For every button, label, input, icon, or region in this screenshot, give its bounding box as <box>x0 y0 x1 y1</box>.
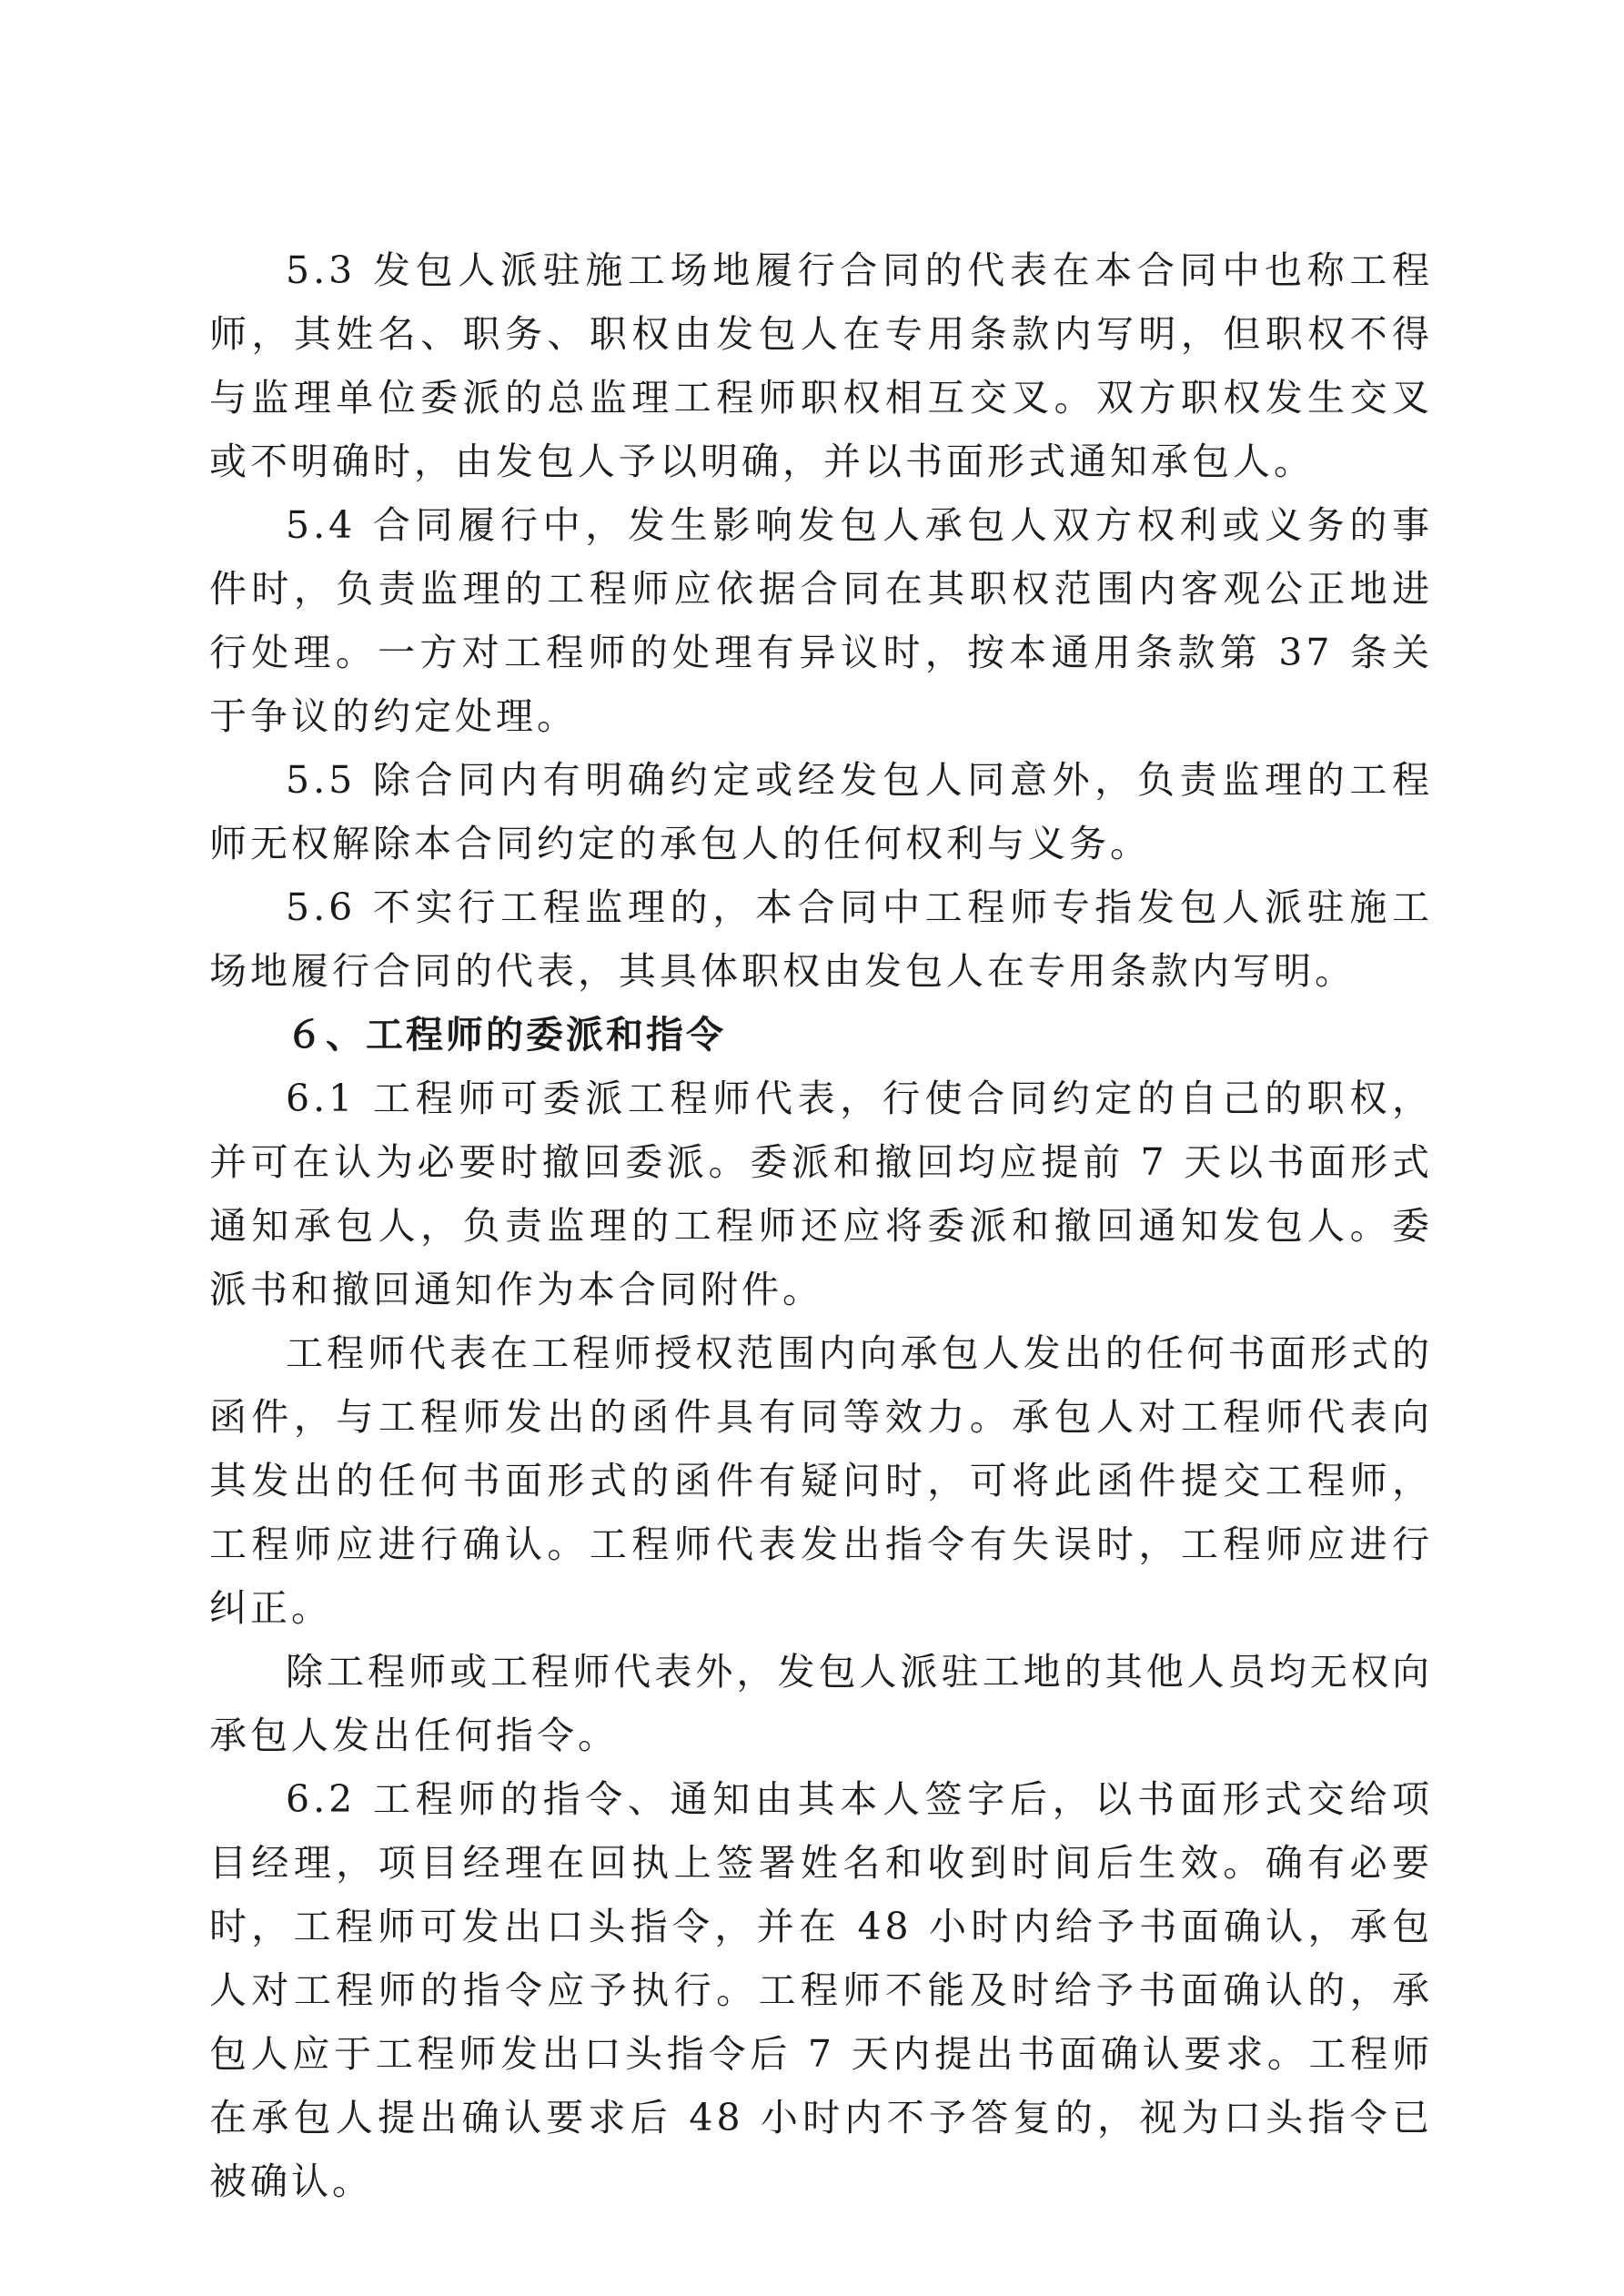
section-heading-6: ６、工程师的委派和指令 <box>286 1013 726 1057</box>
clause-6-1-other-personnel: 除工程师或工程师代表外，发包人派驻工地的其他人员均无权向承包人发出任何指令。 <box>209 1650 1433 1757</box>
document-page <box>209 238 1433 2213</box>
clause-5-3: 5.3 发包人派驻施工场地履行合同的代表在本合同中也称工程师，其姓名、职务、职权由发包人在专用条款内写明，但职权不得与监理单位委派的总监理工程师职权相互交叉。双方职权发生交叉或不明确时，由发包人予以明确，并以书面形式通知承包人。 <box>209 248 1433 483</box>
clause-6-1-engineer-representative: 工程师代表在工程师授权范围内向承包人发出的任何书面形式的函件，与工程师发出的函件具有同等效力。承包人对工程师代表向其发出的任何书面形式的函件有疑问时，可将此函件提交工程师，工程师应进行确认。工程师代表发出指令有失误时，工程师应进行纠正。 <box>209 1331 1433 1630</box>
clause-5-5: 5.5 除合同内有明确约定或经发包人同意外，负责监理的工程师无权解除本合同约定的承包人的任何权利与义务。 <box>209 758 1433 865</box>
clause-5-6: 5.6 不实行工程监理的，本合同中工程师专指发包人派驻施工场地履行合同的代表，其具体职权由发包人在专用条款内写明。 <box>209 885 1433 993</box>
clause-6-1: 6.1 工程师可委派工程师代表，行使合同约定的自己的职权，并可在认为必要时撤回委派。委派和撤回均应提前 7 天以书面形式通知承包人，负责监理的工程师还应将委派和撤回通知发包人。委派书和撤回通知作为本合同附件。 <box>209 1077 1433 1311</box>
clause-6-2: 6.2 工程师的指令、通知由其本人签字后，以书面形式交给项目经理，项目经理在回执上签署姓名和收到时间后生效。确有必要时，工程师可发出口头指令，并在 48 小时内给予书面确认，承包人对工程师的指令应予执行。工程师不能及时给予书面确认的，承包人应于工程师发出口头指令后 7 天内提出书面确认要求。工程师在承包人提出确认要求后 48 小时内不予答复的，视为口头指令已被确认。 <box>209 1777 1433 2203</box>
clause-5-4: 5.4 合同履行中，发生影响发包人承包人双方权利或义务的事件时，负责监理的工程师应依据合同在其职权范围内客观公正地进行处理。一方对工程师的处理有异议时，按本通用条款第 37 条关于争议的约定处理。 <box>209 503 1433 738</box>
